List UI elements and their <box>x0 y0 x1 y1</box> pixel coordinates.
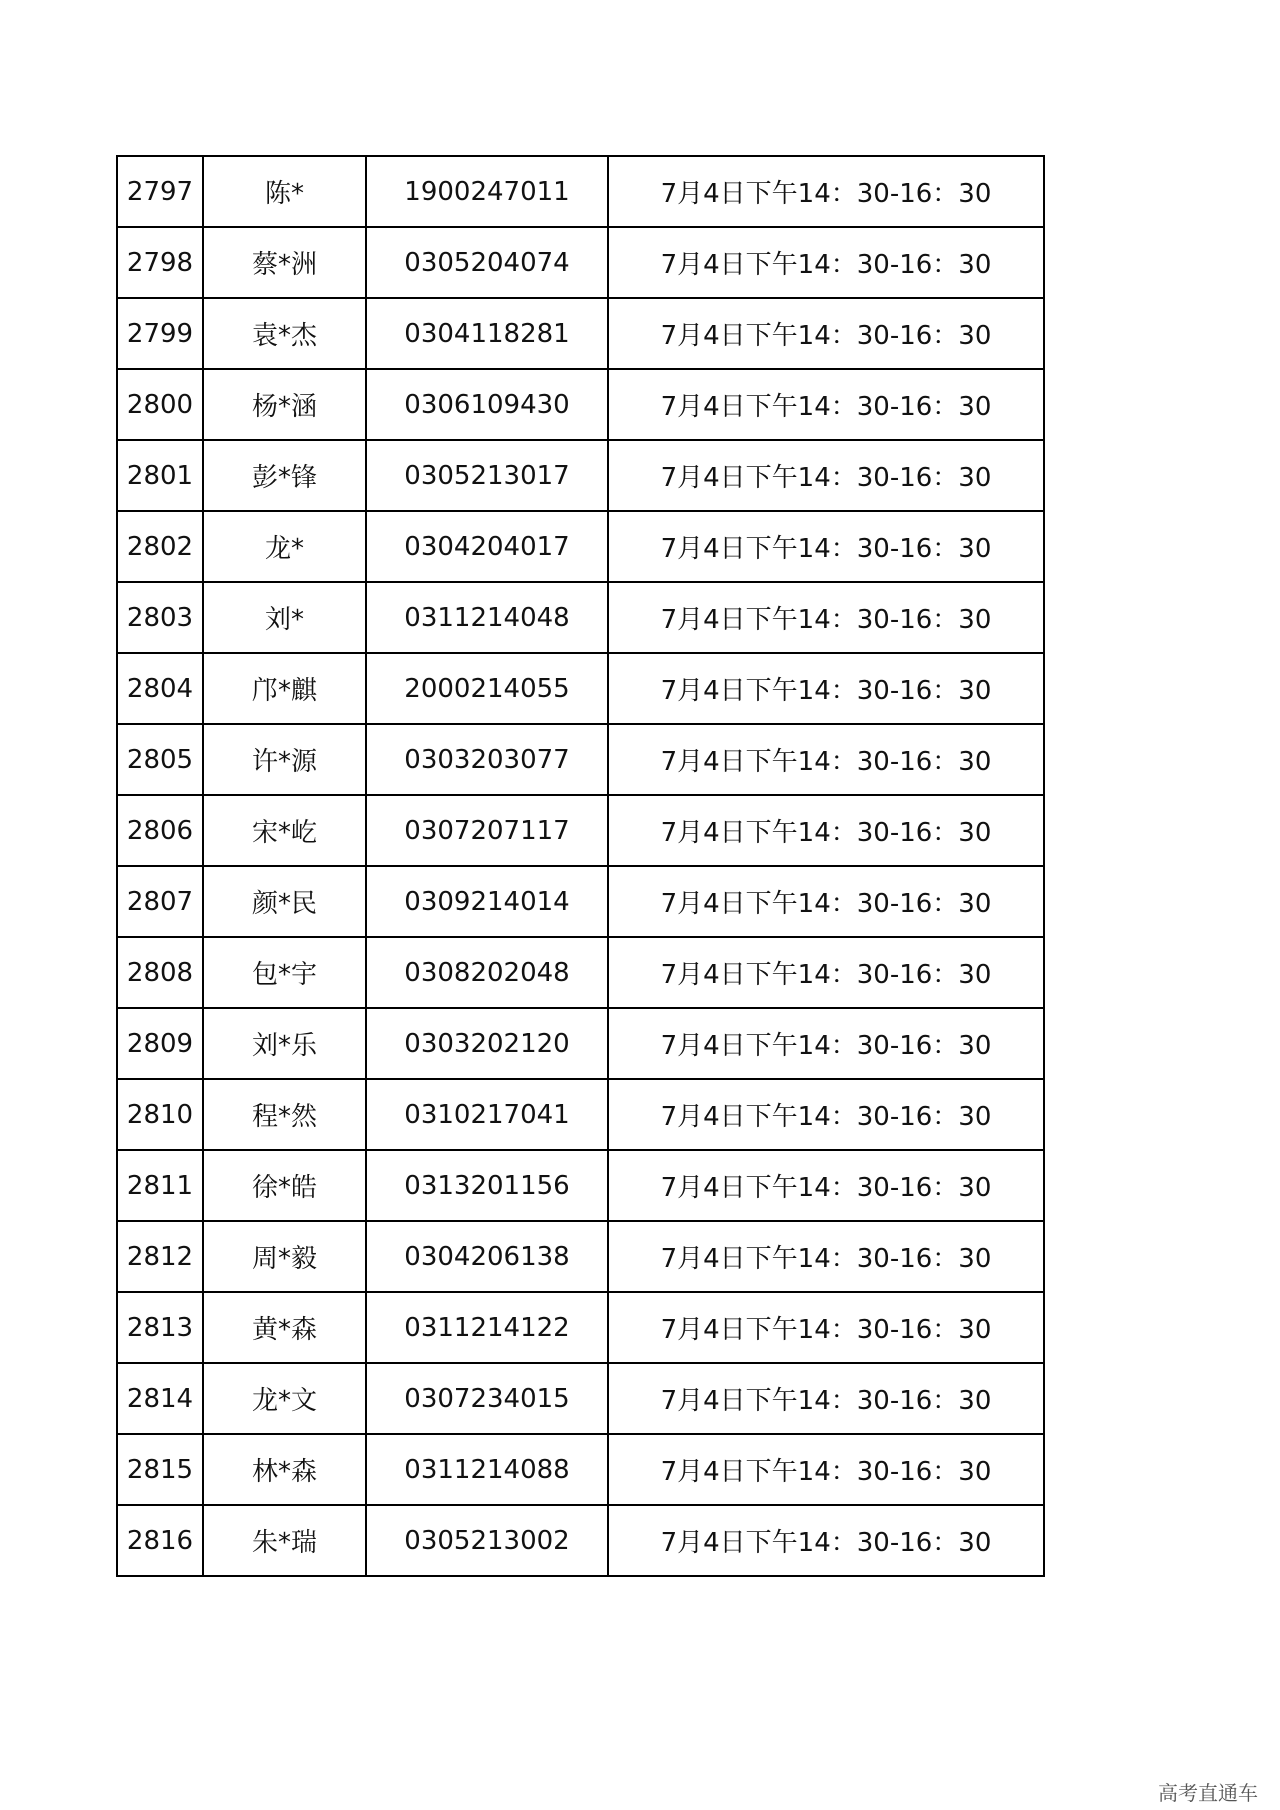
table-row <box>117 156 1044 227</box>
time-cell: 7月4日下午14：30-16：30 <box>608 227 1044 298</box>
name-cell: 袁*杰 <box>203 298 366 369</box>
table-row <box>117 1079 1044 1150</box>
schedule-table <box>116 155 1045 1577</box>
time-cell: 7月4日下午14：30-16：30 <box>608 1505 1044 1576</box>
table-row <box>117 298 1044 369</box>
seq-cell: 2811 <box>117 1150 203 1221</box>
name-cell: 陈* <box>203 156 366 227</box>
time-cell: 7月4日下午14：30-16：30 <box>608 1008 1044 1079</box>
id-cell: 0309214014 <box>366 866 608 937</box>
table-row <box>117 937 1044 1008</box>
id-cell: 0307207117 <box>366 795 608 866</box>
name-cell: 邝*麒 <box>203 653 366 724</box>
name-cell: 朱*瑞 <box>203 1505 366 1576</box>
seq-cell: 2797 <box>117 156 203 227</box>
watermark: 高考直通车 <box>1158 1781 1258 1805</box>
seq-cell: 2815 <box>117 1434 203 1505</box>
time-cell: 7月4日下午14：30-16：30 <box>608 1434 1044 1505</box>
id-cell: 0306109430 <box>366 369 608 440</box>
table-row <box>117 1008 1044 1079</box>
table-row <box>117 1505 1044 1576</box>
id-cell: 0308202048 <box>366 937 608 1008</box>
time-cell: 7月4日下午14：30-16：30 <box>608 582 1044 653</box>
id-cell: 0311214088 <box>366 1434 608 1505</box>
name-cell: 徐*皓 <box>203 1150 366 1221</box>
id-cell: 0305213017 <box>366 440 608 511</box>
seq-cell: 2806 <box>117 795 203 866</box>
time-cell: 7月4日下午14：30-16：30 <box>608 1150 1044 1221</box>
time-cell: 7月4日下午14：30-16：30 <box>608 795 1044 866</box>
id-cell: 0303202120 <box>366 1008 608 1079</box>
table-body <box>117 156 1044 1576</box>
time-cell: 7月4日下午14：30-16：30 <box>608 156 1044 227</box>
seq-cell: 2808 <box>117 937 203 1008</box>
id-cell: 0307234015 <box>366 1363 608 1434</box>
name-cell: 龙*文 <box>203 1363 366 1434</box>
table-row <box>117 582 1044 653</box>
name-cell: 颜*民 <box>203 866 366 937</box>
table-row <box>117 1434 1044 1505</box>
time-cell: 7月4日下午14：30-16：30 <box>608 298 1044 369</box>
table-row <box>117 866 1044 937</box>
id-cell: 0304118281 <box>366 298 608 369</box>
name-cell: 彭*锋 <box>203 440 366 511</box>
time-cell: 7月4日下午14：30-16：30 <box>608 369 1044 440</box>
name-cell: 黄*森 <box>203 1292 366 1363</box>
id-cell: 0313201156 <box>366 1150 608 1221</box>
seq-cell: 2812 <box>117 1221 203 1292</box>
id-cell: 0305213002 <box>366 1505 608 1576</box>
name-cell: 包*宇 <box>203 937 366 1008</box>
seq-cell: 2803 <box>117 582 203 653</box>
table-row <box>117 369 1044 440</box>
table-row <box>117 227 1044 298</box>
name-cell: 刘* <box>203 582 366 653</box>
name-cell: 蔡*洲 <box>203 227 366 298</box>
name-cell: 周*毅 <box>203 1221 366 1292</box>
time-cell: 7月4日下午14：30-16：30 <box>608 653 1044 724</box>
seq-cell: 2805 <box>117 724 203 795</box>
id-cell: 1900247011 <box>366 156 608 227</box>
time-cell: 7月4日下午14：30-16：30 <box>608 1363 1044 1434</box>
table-row <box>117 1221 1044 1292</box>
id-cell: 0304204017 <box>366 511 608 582</box>
seq-cell: 2801 <box>117 440 203 511</box>
table-row <box>117 724 1044 795</box>
seq-cell: 2802 <box>117 511 203 582</box>
id-cell: 0310217041 <box>366 1079 608 1150</box>
seq-cell: 2799 <box>117 298 203 369</box>
table-row <box>117 511 1044 582</box>
id-cell: 0303203077 <box>366 724 608 795</box>
name-cell: 杨*涵 <box>203 369 366 440</box>
name-cell: 刘*乐 <box>203 1008 366 1079</box>
name-cell: 宋*屹 <box>203 795 366 866</box>
time-cell: 7月4日下午14：30-16：30 <box>608 1221 1044 1292</box>
seq-cell: 2816 <box>117 1505 203 1576</box>
table-row <box>117 653 1044 724</box>
table-row <box>117 795 1044 866</box>
time-cell: 7月4日下午14：30-16：30 <box>608 440 1044 511</box>
time-cell: 7月4日下午14：30-16：30 <box>608 511 1044 582</box>
seq-cell: 2807 <box>117 866 203 937</box>
id-cell: 0304206138 <box>366 1221 608 1292</box>
time-cell: 7月4日下午14：30-16：30 <box>608 866 1044 937</box>
time-cell: 7月4日下午14：30-16：30 <box>608 1292 1044 1363</box>
table-row <box>117 1150 1044 1221</box>
time-cell: 7月4日下午14：30-16：30 <box>608 1079 1044 1150</box>
name-cell: 许*源 <box>203 724 366 795</box>
time-cell: 7月4日下午14：30-16：30 <box>608 724 1044 795</box>
id-cell: 0305204074 <box>366 227 608 298</box>
seq-cell: 2814 <box>117 1363 203 1434</box>
seq-cell: 2810 <box>117 1079 203 1150</box>
name-cell: 程*然 <box>203 1079 366 1150</box>
id-cell: 0311214122 <box>366 1292 608 1363</box>
id-cell: 2000214055 <box>366 653 608 724</box>
name-cell: 林*森 <box>203 1434 366 1505</box>
time-cell: 7月4日下午14：30-16：30 <box>608 937 1044 1008</box>
table-row <box>117 1292 1044 1363</box>
id-cell: 0311214048 <box>366 582 608 653</box>
table-row <box>117 440 1044 511</box>
name-cell: 龙* <box>203 511 366 582</box>
seq-cell: 2804 <box>117 653 203 724</box>
table-row <box>117 1363 1044 1434</box>
seq-cell: 2800 <box>117 369 203 440</box>
seq-cell: 2809 <box>117 1008 203 1079</box>
seq-cell: 2798 <box>117 227 203 298</box>
seq-cell: 2813 <box>117 1292 203 1363</box>
